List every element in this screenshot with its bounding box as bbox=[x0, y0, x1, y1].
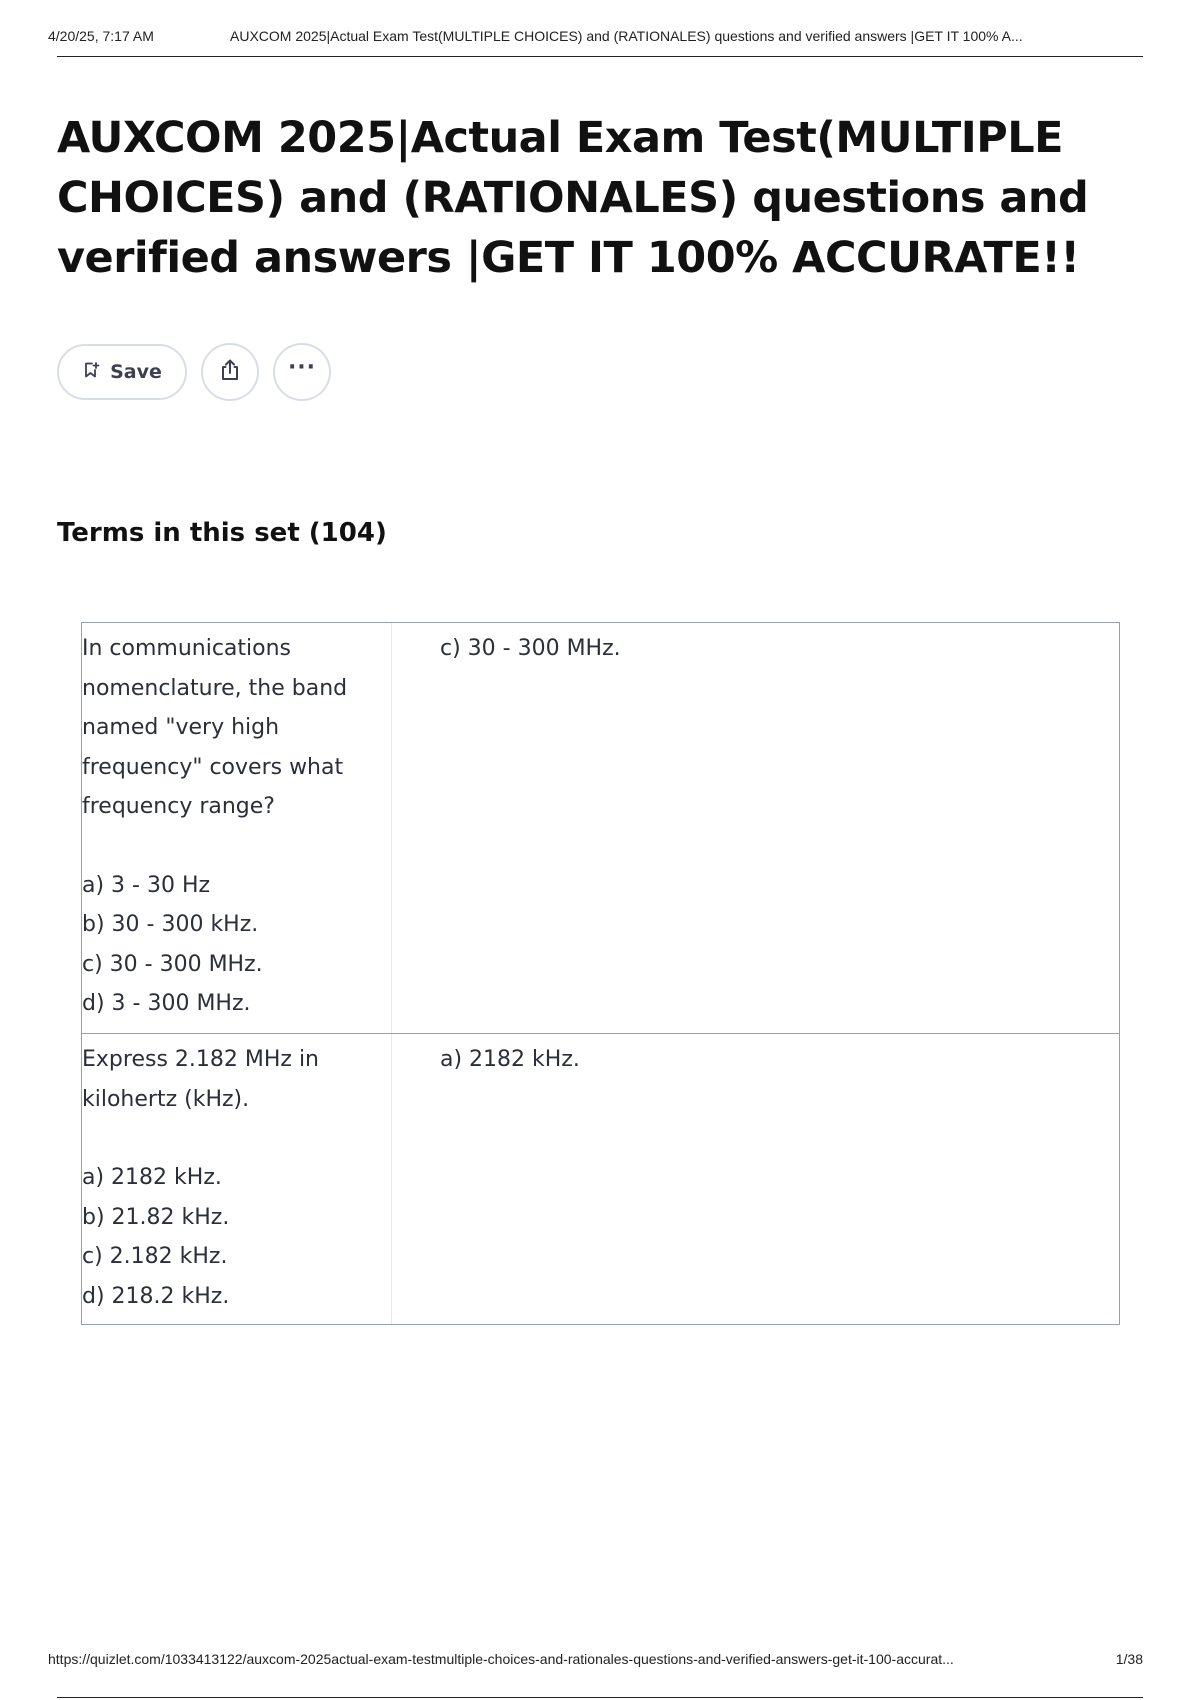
share-button[interactable] bbox=[201, 343, 259, 401]
header-divider bbox=[57, 56, 1143, 57]
term-answer: a) 2182 kHz. bbox=[440, 1047, 580, 1072]
save-button[interactable] bbox=[57, 344, 187, 400]
set-actions bbox=[57, 343, 331, 401]
page-title: AUXCOM 2025|Actual Exam Test(MULTIPLE CHOICES) and (RATIONALES) questions and verified answers |GET IT 100% ACCURATE!! bbox=[57, 113, 1089, 283]
terms-heading: Terms in this set (104) bbox=[57, 518, 387, 548]
option-d: d) 3 - 300 MHz. bbox=[82, 991, 251, 1016]
option-c: c) 30 - 300 MHz. bbox=[82, 951, 263, 977]
term-row bbox=[82, 623, 1119, 1033]
print-url: https://quizlet.com/1033413122/auxcom-2025actual-exam-testmultiple-choices-and-rationales-questions-and-verified-answers-get-it-100-accurat... bbox=[48, 1651, 954, 1667]
bookmark-add-icon bbox=[82, 361, 100, 384]
more-button[interactable] bbox=[273, 343, 331, 401]
footer-divider bbox=[57, 1697, 1143, 1698]
question-text: In communications nomenclature, the band named "very high frequency" covers what frequency range? bbox=[82, 636, 355, 819]
term-answer: c) 30 - 300 MHz. bbox=[440, 636, 621, 661]
page-number: 1/38 bbox=[1115, 1651, 1143, 1667]
share-icon bbox=[217, 357, 243, 387]
option-a: a) 2182 kHz. bbox=[82, 1165, 222, 1190]
save-button-label: Save bbox=[110, 361, 162, 383]
option-d: d) 218.2 kHz. bbox=[82, 1283, 230, 1309]
option-c: c) 2.182 kHz. bbox=[82, 1244, 228, 1269]
print-header bbox=[48, 28, 1148, 44]
option-b: b) 21.82 kHz. bbox=[82, 1204, 230, 1230]
term-question bbox=[82, 623, 392, 1033]
more-icon: ··· bbox=[287, 355, 317, 380]
option-b: b) 30 - 300 kHz. bbox=[82, 912, 259, 937]
question-text: Express 2.182 MHz in kilohertz (kHz). bbox=[82, 1047, 326, 1112]
print-page-title: AUXCOM 2025|Actual Exam Test(MULTIPLE CHOICES) and (RATIONALES) questions and verified answers |GET IT 100% A... bbox=[230, 28, 1023, 44]
print-footer bbox=[48, 1651, 1152, 1667]
option-a: a) 3 - 30 Hz bbox=[82, 872, 211, 898]
term-row bbox=[82, 1033, 1119, 1324]
term-question bbox=[82, 1034, 392, 1324]
print-datetime: 4/20/25, 7:17 AM bbox=[48, 28, 154, 44]
terms-table bbox=[81, 622, 1120, 1325]
